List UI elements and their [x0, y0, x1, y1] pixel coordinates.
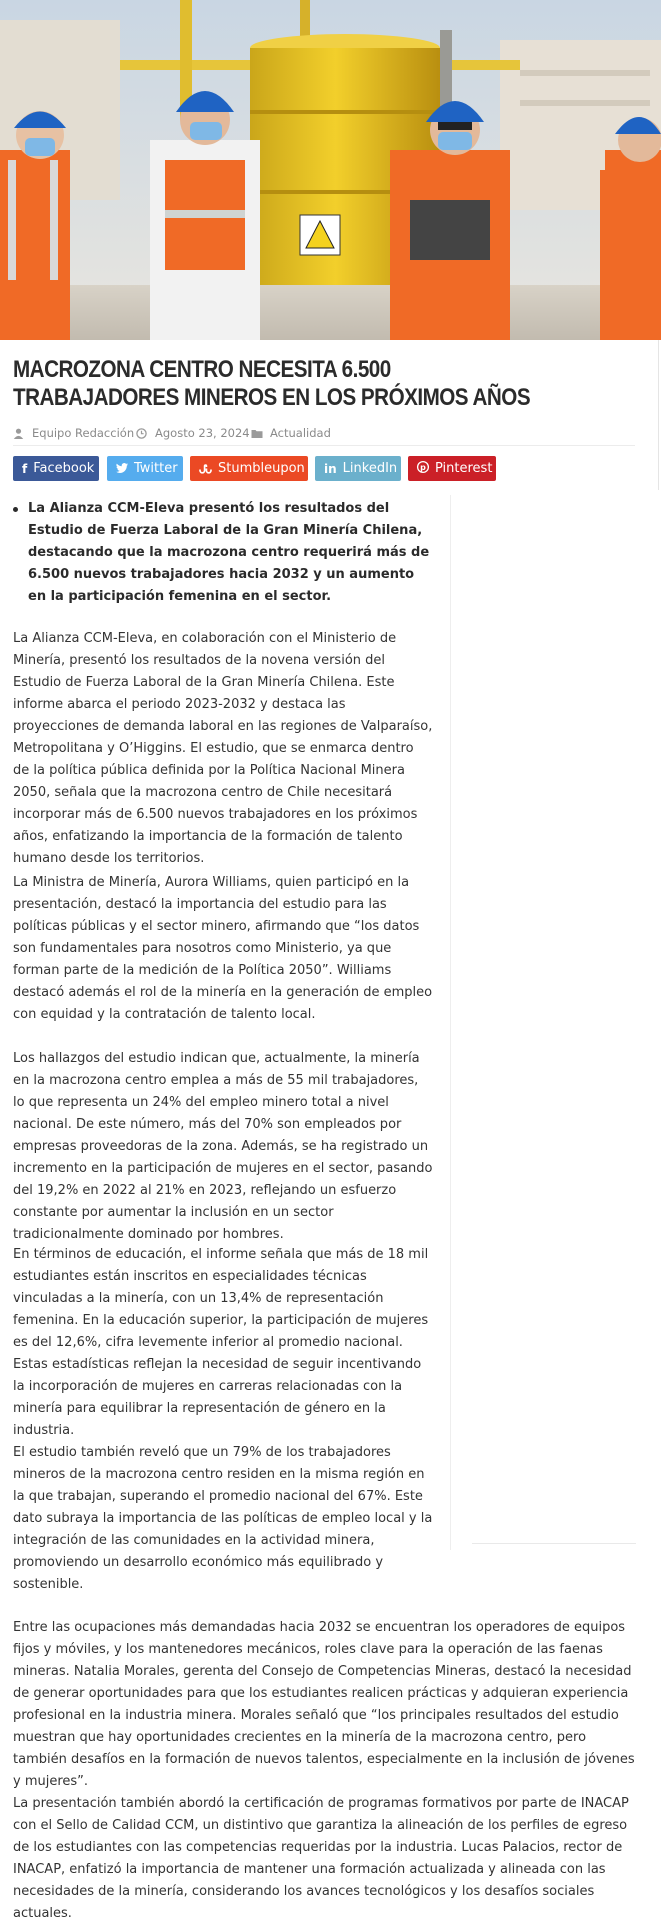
hero-image — [0, 0, 661, 340]
user-icon — [13, 428, 24, 439]
category-meta[interactable] — [251, 426, 331, 440]
article-paragraph: La Ministra de Minería, Aurora Williams, quien participó en la presentación, destacó la importancia del estudio para las políticas públicas y el sector minero, afirmando que “los datos son fundamentales para nosotros como Ministerio, ya que forman parte de la medición de la Política 2050”. Williams destacó además el rol de la minería en la generación de empleo con equidad y la contratación de talento local. — [13, 875, 433, 1022]
share-linkedin-button[interactable]: in LinkedIn — [315, 456, 401, 481]
article-paragraph: El estudio también reveló que un 79% de los trabajadores mineros de la macrozona centro residen en la misma región en la que trabajan, superando el promedio nacional del 67%. Este dato subraya la importancia de las políticas de empleo local y la integración de las comunidades en la actividad minera, promoviendo un desarrollo económico más equilibrado y sostenible. — [13, 1445, 433, 1592]
author-meta[interactable] — [13, 426, 134, 440]
clock-icon — [136, 428, 147, 439]
share-stumbleupon-button[interactable]: Stumbleupon — [190, 456, 308, 481]
category-link[interactable]: Actualidad — [270, 426, 331, 440]
author-name[interactable]: Equipo Redacción — [32, 426, 135, 440]
lead-list — [13, 498, 433, 608]
share-facebook-button[interactable]: f Facebook — [13, 456, 99, 481]
article-lead — [13, 498, 433, 608]
article-paragraph: La Alianza CCM-Eleva, en colaboración con el Ministerio de Minería, presentó los resultados de la novena versión del Estudio de Fuerza Laboral de la Gran Minería Chilena. Este informe abarca el periodo 2023-2032 y destaca las proyecciones de demanda laboral en las regiones de Valparaíso, Metropolitana y O’Higgins. El estudio, que se enmarca dentro de la política pública definida por la Política Nacional Minera 2050, señala que la macrozona centro de Chile necesitará incorporar más de 6.500 nuevos trabajadores en los próximos años, enfatizando la importancia de la formación de talento humano desde los territorios. — [13, 631, 433, 866]
folder-icon — [251, 428, 262, 439]
article-meta — [13, 424, 635, 446]
date-meta — [136, 426, 250, 440]
article-paragraph: En términos de educación, el informe señala que más de 18 mil estudiantes están inscritos en especialidades técnicas vinculadas a la minería, con un 13,4% de representación femenina. En la educación superior, la participación de mujeres es del 12,6%, cifra levemente inferior al promedio nacional. Estas estadísticas reflejan la necesidad de seguir incentivando la incorporación de mujeres en carreras relacionadas con la minería para equilibrar la representación de género en la industria. — [13, 1247, 429, 1438]
share-pinterest-button[interactable]: p Pinterest — [408, 456, 496, 481]
twitter-icon — [116, 462, 128, 476]
lead-bullet: La Alianza CCM-Eleva presentó los resultados del Estudio de Fuerza Laboral de la Gran Minería Chilena, destacando que la macrozona centro requerirá más de 6.500 nuevos trabajadores hacia 2032 y un aumento en la participación femenina en el sector. — [13, 498, 433, 608]
article-paragraph: Entre las ocupaciones más demandadas hacia 2032 se encuentran los operadores de equipos fijos y móviles, y los mantenedores mecánicos, roles clave para la operación de las faenas mineras. Natalia Morales, gerenta del Consejo de Competencias Mineras, destacó la necesidad de generar oportunidades para que los estudiantes realicen prácticas y adquieran experiencia profesional en la industria minera. Morales señaló que “los principales resultados del estudio muestran que hay oportunidades crecientes en la minería de la macrozona centro, pero también desafíos en la formación de nuevos talentos, especialmente en la inclusión de jóvenes y mujeres”. — [13, 1620, 635, 1789]
pinterest-icon — [417, 461, 429, 476]
sidebar-divider — [450, 495, 451, 1550]
publish-date: Agosto 23, 2024 — [155, 426, 250, 440]
linkedin-icon: in — [324, 461, 337, 476]
stumbleupon-icon — [199, 462, 212, 476]
sidebar-separator — [472, 1543, 636, 1544]
svg-text:p: p — [420, 463, 426, 472]
page-edge-divider — [658, 340, 659, 490]
article-paragraph: Los hallazgos del estudio indican que, actualmente, la minería en la macrozona centro emplea a más de 55 mil trabajadores, lo que representa un 24% del empleo minero total a nivel nacional. De este número, más del 70% son empleados por empresas proveedoras de la zona. Además, se ha registrado un incremento en la participación de mujeres en el sector, pasando del 19,2% en 2022 al 21% en 2023, reflejando un esfuerzo constante por aumentar la inclusión en un sector tradicionalmente dominado por hombres. — [13, 1051, 433, 1242]
article-paragraph: La presentación también abordó la certificación de programas formativos por parte de INACAP con el Sello de Calidad CCM, un distintivo que garantiza la alineación de los perfiles de egreso de los estudiantes con las competencias requeridas por la industria. Lucas Palacios, rector de INACAP, enfatizó la importancia de mantener una formación actualizada y alineada con las necesidades de la minería, considerando los avances tecnológicos y los desafíos sociales actuales. — [13, 1796, 629, 1921]
facebook-icon: f — [22, 461, 28, 476]
article-title: MACROZONA CENTRO NECESITA 6.500 TRABAJADORES MINEROS EN LOS PRÓXIMOS AÑOS — [13, 356, 531, 411]
share-twitter-button[interactable]: Twitter — [107, 456, 183, 481]
